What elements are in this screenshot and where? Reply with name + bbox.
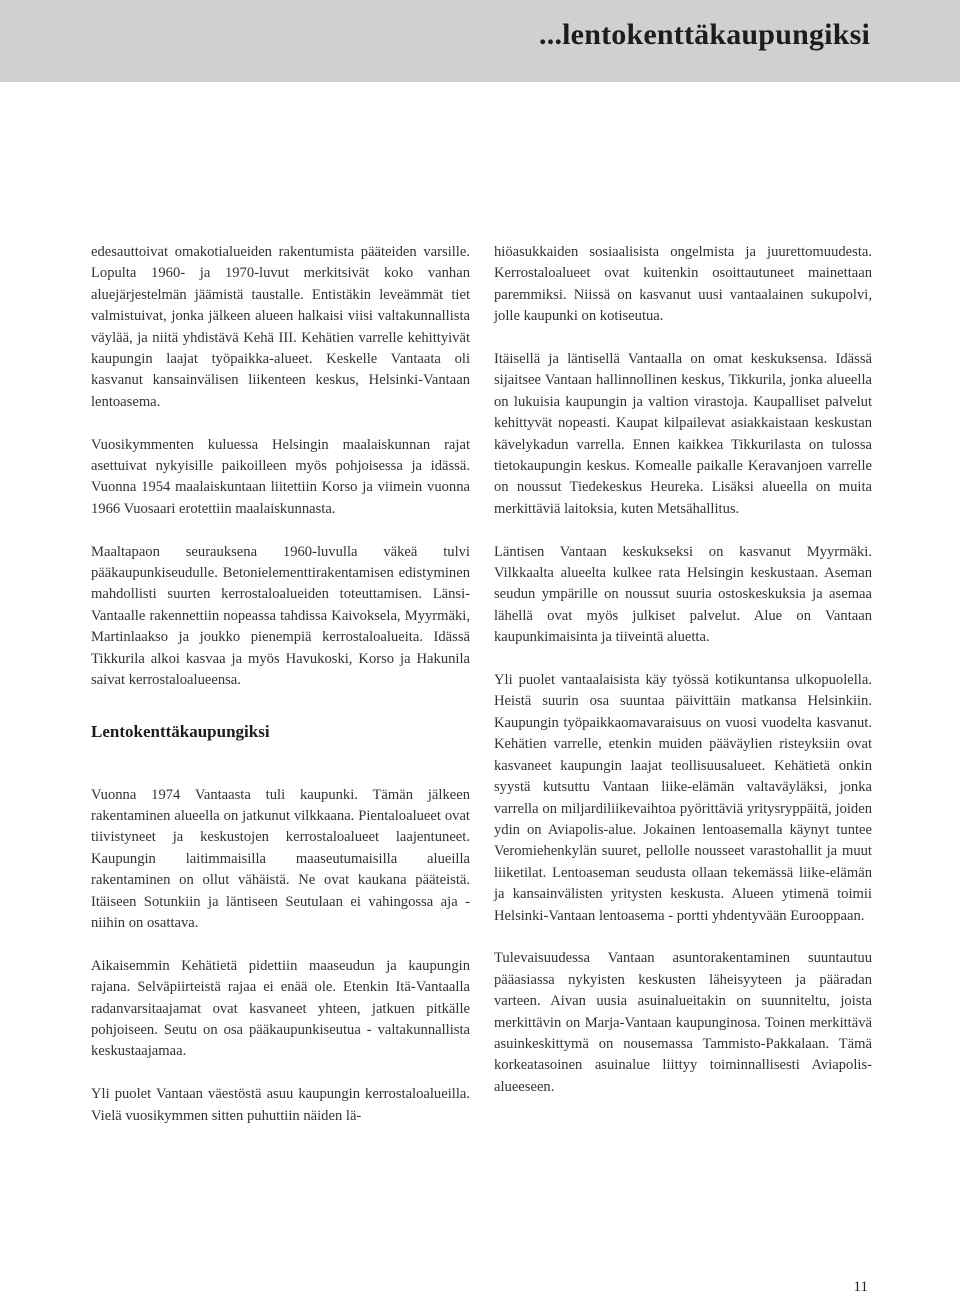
paragraph: hiöasukkaiden sosiaalisista ongelmista ja juurettomuudesta. Kerrostaloalueet ovat kuitenkin osoittautuneet mainettaan paremmiksi. Niissä on kasvanut uusi vantaalainen sukupolvi, jolle kaupunki on kotiseutua.: [494, 244, 872, 325]
header-band: [0, 0, 960, 82]
section-heading: Lentokenttäkaupungiksi: [91, 721, 270, 741]
paragraph: Maaltapaon seurauksena 1960-luvulla väkeä tulvi pääkaupunkiseudulle. Betonielementtirakentamisen edistyminen mahdollisti suurten kerrostaloalueiden toteuttamisen. Länsi-Vantaalle rakennettiin nopeassa tahdissa Kaivoksela, Myyrmäki, Martinlaakso ja joukko pienempiä kerrostaloalueita. Idässä Tikkurila alkoi kasvaa ja myös Havukoski, Korso ja Hakunila saivat kerrostaloalueensa.: [91, 543, 470, 689]
paragraph: edesauttoivat omakotialueiden rakentumista pääteiden varsille. Lopulta 1960- ja 1970-luvut merkitsivät koko vanhan aluejärjestelmän jäämistä taustalle. Entistäkin leveämmät tiet valmistuivat, jonka jälkeen alueen halkaisi viisi valtakunnallista väylää, ja niitä yhdistävä Kehä III. Kehätien varrelle kehittyivät kaupungin laajat työpaikka-alueet. Keskelle Vantaata oli kasvanut kansainvälisen liikenteen keskus, Helsinki-Vantaan lentoasema.: [91, 244, 470, 410]
paragraph: Aikaisemmin Kehätietä pidettiin maaseudun ja kaupungin rajana. Selväpiirteistä rajaa ei enää ole. Etenkin Itä-Vantaalla radanvarsitaajamat ovat kasvaneet yhteen, jatkuen pitkälle pohjoiseen. Seutu on osa pääkaupunkiseutua - valtakunnallista keskustaajamaa.: [91, 957, 470, 1060]
page-title: ...lentokenttäkaupungiksi: [539, 18, 870, 51]
left-column: [91, 242, 470, 1148]
paragraph: Vuonna 1974 Vantaasta tuli kaupunki. Tämän jälkeen rakentaminen alueella on jatkunut vilkkaana. Pientaloalueet ovat tiivistyneet ja keskustojen kerrostaloalueet laajentuneet. Kaupungin laitimmaisilla maaseutumaisilla alueilla rakentaminen on ollut vähäistä. Ne ovat kaukana pääteistä. Itäiseen Sotunkiin ja läntiseen Seutulaan ei vahingossa aja - niihin on osattava.: [91, 786, 470, 931]
paragraph: Vuosikymmenten kuluessa Helsingin maalaiskunnan rajat asettuivat nykyisille paikoilleen myös pohjoisessa ja idässä. Vuonna 1954 maalaiskuntaan liitettiin Korso ja viimein vuonna 1966 Vuosaari erotettiin maalaiskunnasta.: [91, 436, 470, 517]
right-column: [494, 242, 872, 1120]
page-number: 11: [853, 1279, 868, 1295]
paragraph: Tulevaisuudessa Vantaan asuntorakentaminen suuntautuu pääasiassa nykyisten keskusten läheisyyteen ja pääradan varteen. Aivan uusia asuinalueitakin on suunniteltu, joista merkittävin on Marja-Vantaan kaupunginosa. Toinen merkittävä asuinkeskittymä on nousemassa Tammisto-Pakkalaan. Tämä korkeatasoinen asuinalue liittyy toiminnallisesti Aviapolis-alueeseen.: [494, 950, 872, 1095]
paragraph: Läntisen Vantaan keskukseksi on kasvanut Myyrmäki. Vilkkaalta alueelta kulkee rata Helsingin keskustaan. Aseman seudun ympärille on noussut suuria ostoskeskuksia ja asemaa lähellä ovat myös julkiset palvelut. Alue on Vantaan kaupunkimaisinta ja tiiveintä aluetta.: [494, 543, 872, 646]
paragraph: Itäisellä ja läntisellä Vantaalla on omat keskuksensa. Idässä sijaitsee Vantaan hallinnollinen keskus, Tikkurila, jonka alueella on lukuisia kaupungin ja valtion virastoja. Kaupalliset palvelut kehittyvät nopeasti. Kaupat kilpailevat asiakkaistaan keskustan kävelykadun varrella. Ennen kaikkea Tikkurilasta on tulossa tietokaupungin keskus. Komealle paikalle Keravanjoen varrelle on noussut Tiedekeskus Heureka. Lisäksi alueella on muita merkittäviä laitoksia, kuten Metsähallitus.: [494, 351, 872, 517]
paragraph: Yli puolet Vantaan väestöstä asuu kaupungin kerrostaloalueilla. Vielä vuosikymmen sitten puhuttiin näiden lä-: [91, 1086, 470, 1124]
paragraph: Yli puolet vantaalaisista käy työssä kotikuntansa ulkopuolella. Heistä suurin osa suuntaa päivittäin matkansa Helsinkiin. Kaupungin työpaikkaomavaraisuus on vuosi vuodelta kasvanut. Kehätien varrelle, etenkin muiden pääväylien risteyksiin ovat kasvaneet kaupungin laajat teollisuusalueet. Kehätietä onkin syystä kutsuttu Vantaan liike-elämän valtaväyläksi, jonka varrella on miljardiliikevaihtoa pyörittäviä yritysryppäitä, joiden ydin on Aviapolis-alue. Jokainen lentoasemalla käynyt tuntee Veromiehenkylän suuret, pellolle nousseet varastohallit ja muut liiketilat. Lentoaseman seudusta ollaan tekemässä liike-elämän ja kansainvälisten yritysten keskusta. Alueen ytimenä toimii Helsinki-Vantaan lentoasema - portti yhdentyvään Eurooppaan.: [494, 672, 872, 924]
